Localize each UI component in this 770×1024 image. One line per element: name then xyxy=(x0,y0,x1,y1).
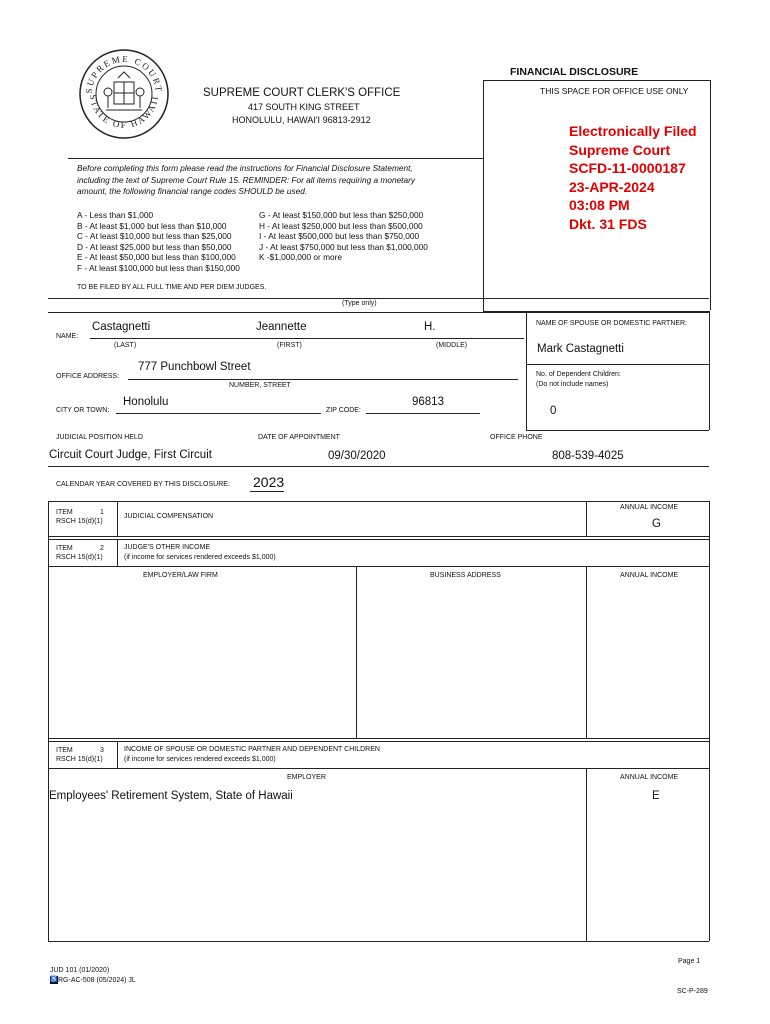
item2-rule: RSCH 15(d)(1) xyxy=(56,554,103,561)
item2-title: JUDGE'S OTHER INCOME xyxy=(124,544,211,551)
calendar-year-label: CALENDAR YEAR COVERED BY THIS DISCLOSURE: xyxy=(56,481,230,488)
item3-income: E xyxy=(652,790,660,802)
office-use-label: THIS SPACE FOR OFFICE USE ONLY xyxy=(540,86,689,96)
office-phone: 808-539-4025 xyxy=(552,450,624,462)
item3-income-col: ANNUAL INCOME xyxy=(620,774,679,781)
zip-label: ZIP CODE: xyxy=(326,407,361,414)
seal-top-text: SUPREME COURT xyxy=(83,53,165,94)
office-address-label: OFFICE ADDRESS: xyxy=(56,373,120,380)
item3-rule: RSCH 15(d)(1) xyxy=(56,756,103,763)
last-name: Castagnetti xyxy=(92,321,151,333)
zip-value: 96813 xyxy=(412,396,444,408)
last-label: (LAST) xyxy=(114,342,137,349)
codes-right: G - At least $150,000 but less than $250,000 H - At least $250,000 but less than $500,000 I - At least $500,000 but less than $750,000 J - At least $750,000 but less than $1,000,000 K -$1,000,000 or more xyxy=(259,210,428,263)
first-name: Jeannette xyxy=(256,321,307,333)
street-label: NUMBER, STREET xyxy=(229,382,291,389)
item1-income: G xyxy=(652,518,661,530)
item1-label: ITEM 1 xyxy=(56,509,104,516)
stamp-line1: Electronically Filed xyxy=(569,123,697,139)
appointment-date: 09/30/2020 xyxy=(328,450,386,462)
ada-code: ♿RG-AC-508 (05/2024) JL xyxy=(50,976,136,984)
item3-label: ITEM 3 xyxy=(56,747,104,754)
court-seal xyxy=(78,48,170,140)
office-name: SUPREME COURT CLERK'S OFFICE xyxy=(203,87,401,99)
middle-initial: H. xyxy=(424,321,436,333)
office-address-line2: HONOLULU, HAWAI'I 96813-2912 xyxy=(232,115,371,125)
dependents-label: No. of Dependent Children: (Do not include names) xyxy=(536,371,621,388)
office-address-line1: 417 SOUTH KING STREET xyxy=(248,102,360,112)
page-number: Page 1 xyxy=(678,958,701,965)
filed-by-note: TO BE FILED BY ALL FULL TIME AND PER DIEM JUDGES. xyxy=(77,284,267,291)
city-label: CITY OR TOWN: xyxy=(56,407,110,414)
city-value: Honolulu xyxy=(123,396,169,408)
stamp-line2: Supreme Court xyxy=(569,141,671,158)
item1-title: JUDICIAL COMPENSATION xyxy=(124,513,214,520)
item1-income-label: ANNUAL INCOME xyxy=(620,504,679,511)
spouse-name: Mark Castagnetti xyxy=(537,343,624,355)
item3-subtitle: (if income for services rendered exceeds $1,000) xyxy=(124,756,276,763)
spouse-label: NAME OF SPOUSE OR DOMESTIC PARTNER: xyxy=(536,320,688,327)
form-code: SC-P-289 xyxy=(677,988,708,995)
item3-employer-col: EMPLOYER xyxy=(287,774,326,781)
office-address-value: 777 Punchbowl Street xyxy=(138,361,251,373)
dependents-count: 0 xyxy=(550,405,557,417)
form-number: JUD 101 (01/2020) xyxy=(50,967,110,974)
item3-title: INCOME OF SPOUSE OR DOMESTIC PARTNER AND DEPENDENT CHILDREN xyxy=(124,746,380,753)
position-label: JUDICIAL POSITION HELD xyxy=(56,434,143,441)
calendar-year-value: 2023 xyxy=(253,474,285,490)
first-label: (FIRST) xyxy=(277,342,302,349)
form-title: FINANCIAL DISCLOSURE xyxy=(510,66,639,78)
phone-label: OFFICE PHONE xyxy=(490,434,543,441)
efile-stamp xyxy=(569,122,697,233)
item2-income-col: ANNUAL INCOME xyxy=(620,572,679,579)
item1-rule: RSCH 15(d)(1) xyxy=(56,518,103,525)
position-value: Circuit Court Judge, First Circuit xyxy=(49,449,212,461)
middle-label: (MIDDLE) xyxy=(436,342,468,349)
item2-address-col: BUSINESS ADDRESS xyxy=(430,572,501,579)
item2-subtitle: (if income for services rendered exceeds $1,000) xyxy=(124,554,276,561)
stamp-line4: 23-APR-2024 xyxy=(569,178,655,195)
stamp-line5: 03:08 PM xyxy=(569,197,630,213)
seal-bottom-text: STATE OF HAWAII xyxy=(87,93,161,131)
name-label: NAME: xyxy=(56,333,79,340)
stamp-line6: Dkt. 31 FDS xyxy=(569,215,647,232)
appointment-label: DATE OF APPOINTMENT xyxy=(258,434,340,441)
item2-employer-col: EMPLOYER/LAW FIRM xyxy=(143,572,218,579)
item2-label: ITEM 2 xyxy=(56,545,104,552)
accessibility-icon: ♿ xyxy=(50,977,58,983)
codes-left: A - Less than $1,000 B - At least $1,000 but less than $10,000 C - At least $10,000 but less than $25,000 D - At least $25,000 but less than $50,000 E - At least $50,000 but less than $100,000 F - At least $100,000 but less than $150,000 xyxy=(77,210,240,273)
instructions: Before completing this form please read the instructions for Financial Disclosure Statement, including the text of Supreme Court Rule 15. REMINDER: For all items requiring a monetary amount, the following financial range codes SHOULD be used. xyxy=(77,163,416,196)
item3-employer: Employees' Retirement System, State of Hawaii xyxy=(49,790,293,802)
type-only-label: (Type only) xyxy=(342,300,377,307)
stamp-line3: SCFD-11-0000187 xyxy=(569,160,686,176)
